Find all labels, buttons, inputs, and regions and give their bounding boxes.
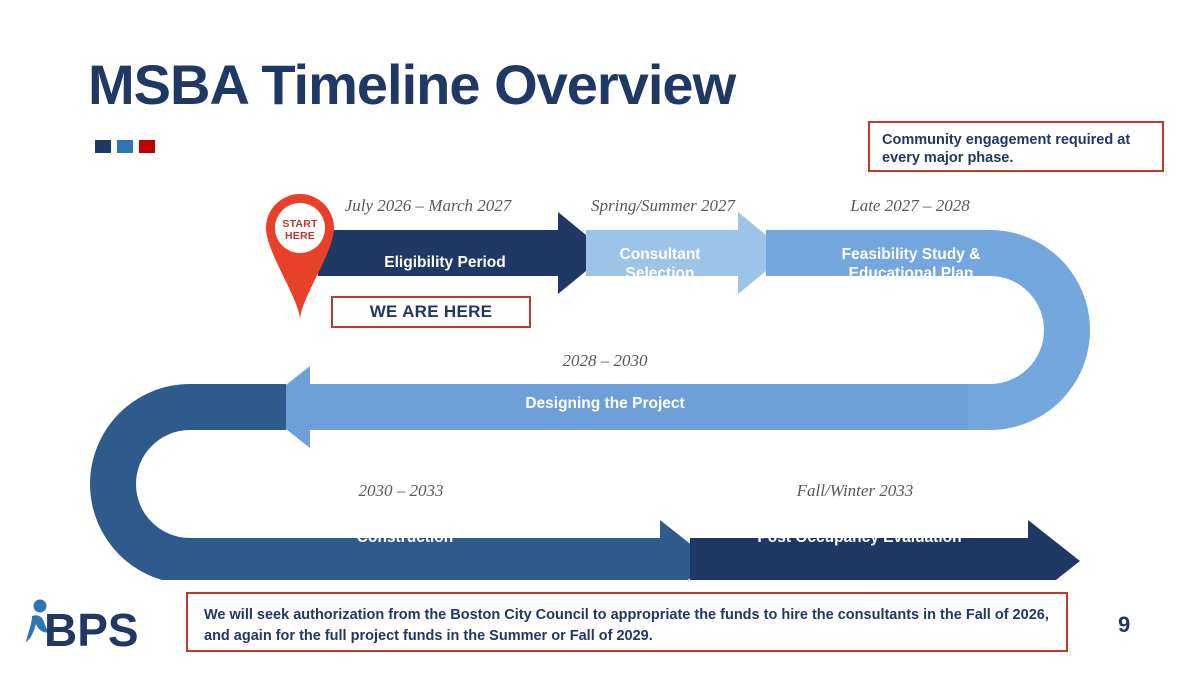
accent-dot-red <box>139 140 155 153</box>
phase-label-designing-project: Designing the Project <box>525 395 685 412</box>
phase-label-feasibility-study: Feasibility Study & Educational Plan <box>841 246 981 282</box>
phase-arrow-eligibility <box>318 212 608 294</box>
phase-label-construction: Construction <box>356 529 454 546</box>
date-label-designing-project: 2028 – 2030 <box>562 351 648 370</box>
accent-dot-navy <box>95 140 111 153</box>
phase-label-post-occupancy: Post Occupancy Evaluation <box>757 529 962 546</box>
start-here-line1: START <box>282 218 318 230</box>
title-accent-dots <box>95 140 155 153</box>
bps-logo <box>24 594 184 654</box>
page-number: 9 <box>1118 612 1131 637</box>
date-label-construction: 2030 – 2033 <box>358 481 444 500</box>
accent-dot-blue <box>117 140 133 153</box>
date-label-consultant-selection: Spring/Summer 2027 <box>590 196 736 215</box>
bps-logo-text: BPS <box>44 604 139 654</box>
start-here-line2: HERE <box>285 229 315 242</box>
phase-label-eligibility: Eligibility Period <box>384 254 506 271</box>
callout-community-engagement: Community engagement required at every major phase. <box>868 121 1164 172</box>
date-label-eligibility: July 2026 – March 2027 <box>344 196 512 215</box>
msba-timeline-diagram <box>0 180 1200 580</box>
callout-we-are-here: WE ARE HERE <box>331 296 531 328</box>
page-title: MSBA Timeline Overview <box>88 53 736 116</box>
callout-authorization: We will seek authorization from the Boston City Council to appropriate the funds to hire the consultants in the Fall of 2026, and again for the full project funds in the Summer or Fall of 2029. <box>186 592 1068 652</box>
start-here-pin-label <box>272 219 328 242</box>
phase-label-consultant-selection: Consultant Selection <box>619 246 701 282</box>
date-label-post-occupancy: Fall/Winter 2033 <box>796 481 914 500</box>
date-label-feasibility-study: Late 2027 – 2028 <box>850 196 970 215</box>
